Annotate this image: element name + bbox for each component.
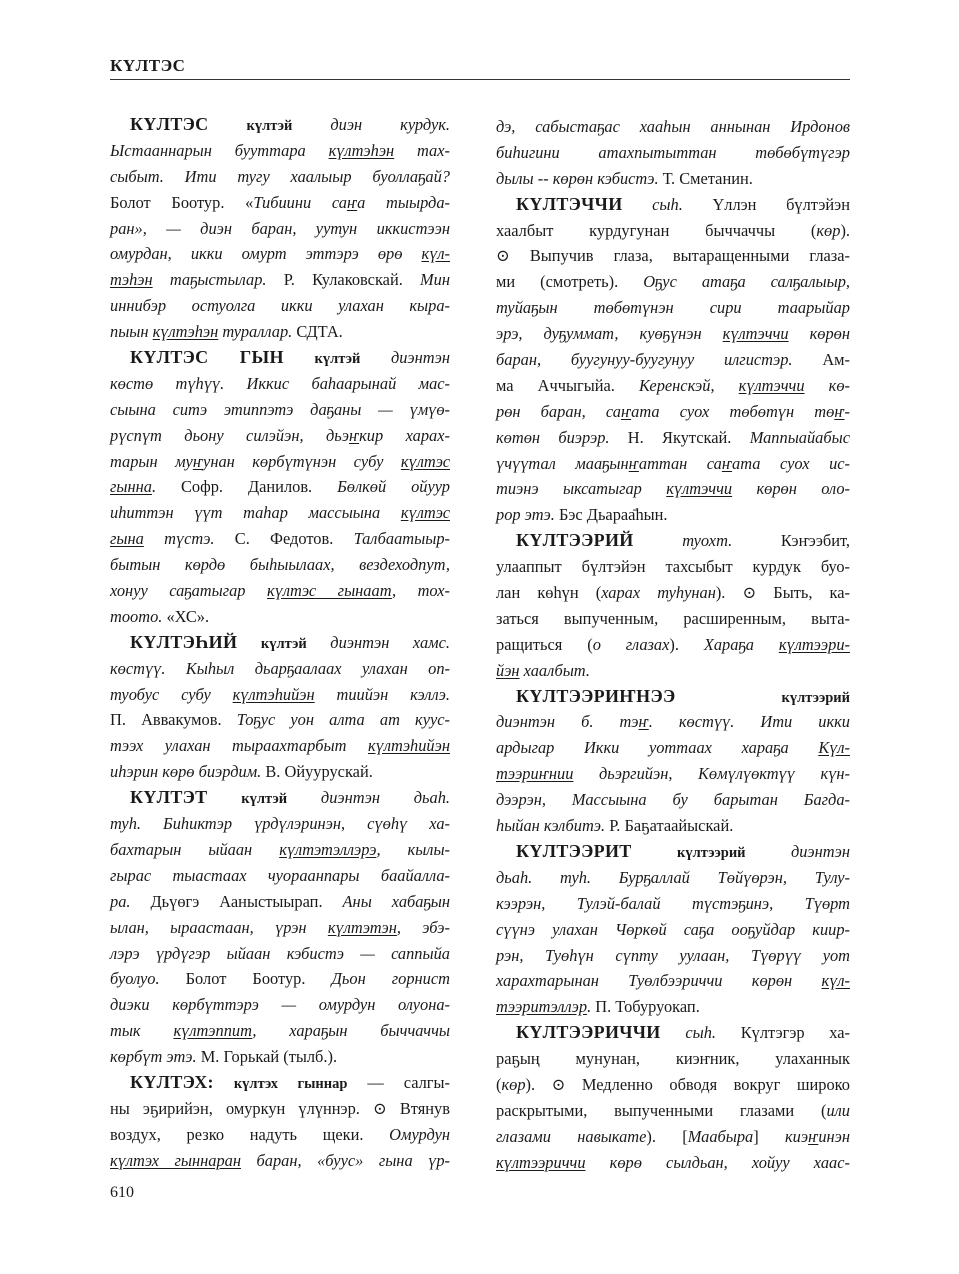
text-line: гынна. Софр. Данилов. Бөлкөй ойуур: [110, 477, 451, 497]
header-rule: [110, 79, 850, 80]
text-line: көтөн биэрэр. Н. Якутскай. Маппыайабыс: [496, 427, 850, 447]
text-line: КҮЛТЭХ: күлтэх гыннар — салгы-: [130, 1071, 450, 1092]
text-line: лэрэ үрдүгэр ыйаан кэбистэ — саппыйа: [110, 943, 450, 963]
text-line: диэки көрбүттэрэ — омурдун олуона-: [110, 995, 450, 1015]
text-line: рор этэ. Бэс Дьараа̄һын.: [496, 505, 668, 525]
text-line: ылан, ыраастаан, үрэн күлтэтэн, эбэ-: [110, 917, 450, 937]
text-line: һыйан кэлбитэ. Р. Баҕатаайыскай.: [496, 816, 734, 836]
text-line: рэн, Туөһүн сүпту уулаан, Түөрүү уот: [496, 945, 850, 965]
text-line: дэ, сабыстаҕас хааһын аннынан Ирдонов: [496, 117, 850, 136]
text-line: заться выпученным, расширенным, выта-: [496, 608, 850, 628]
text-line: эрэ, дуҕуммат, куөҕүнэн күлтэччи көрөн: [496, 324, 851, 344]
text-line: гына түстэ. С. Федотов. Талбаатыыр-: [110, 529, 450, 549]
text-line: КҮЛТЭТ күлтэй диэнтэн дьаһ.: [130, 787, 450, 808]
text-line: кээрэн, Тулэй-балай түстэҕинэ, Түөрт: [496, 893, 850, 913]
text-line: лан көһүн (харах туһунан). ⊙ Быть, ка-: [496, 583, 850, 603]
text-line: КҮЛТЭЧЧИ сыһ. Үллэн бүлтэйэн: [516, 193, 850, 214]
text-line: рөн баран, саҥата суох төбөтүн төҥ-: [496, 401, 850, 421]
text-line: иһиттэн үүт таһар массыына күлтэс: [110, 503, 450, 523]
text-line: тээриҥнии дьэргийэн, Көмүлүөктүү күн-: [496, 764, 850, 784]
text-line: КҮЛТЭҺИЙ күлтэй диэнтэн хамс.: [130, 631, 450, 652]
text-line: дылы -- көрөн кэбистэ. Т. Сметанин.: [496, 168, 753, 188]
text-line: КҮЛТЭЭРИЧЧИ сыһ. Күлтэгэр ха-: [516, 1022, 850, 1043]
text-line: раскрытыми, выпученными глазами (или: [496, 1100, 850, 1120]
text-line: ран», — диэн баран, уутун иккистээн: [110, 218, 450, 238]
running-head: КҮЛТЭС: [110, 56, 186, 75]
text-line: тарын муҥунан көрбүтүнэн субу күлтэс: [110, 451, 450, 471]
right-column: [496, 114, 850, 1176]
text-line: ма Аччыгыйа. Керенскэй, күлтэччи кө-: [496, 375, 850, 395]
text-line: ⊙ Выпучив глаза, вытаращенными глаза-: [496, 246, 850, 266]
text-line: Ыстааннарын бууттара күлтэһэн тах-: [110, 140, 450, 160]
text-line: тоото. «ХС».: [110, 606, 210, 626]
text-line: туобус субу күлтэһийэн тиийэн кэллэ.: [110, 684, 450, 704]
text-line: йэн хаалбыт.: [496, 660, 590, 680]
text-line: раҕың мунунан, киэҥник, улаханнык: [496, 1049, 850, 1069]
text-line: көрбүт этэ. М. Горькай (тылб.).: [110, 1047, 338, 1067]
text-line: үчүүтал мааҕынҥаттан саҥата суох ис-: [496, 453, 851, 473]
text-line: гырас тыастаах чуораанпары баайалла-: [110, 865, 450, 885]
text-line: дээрэн, Массыына бу барытан Багда-: [496, 790, 850, 810]
text-line: П. Аввакумов. Тоҕус уон алта ат кууc-: [110, 710, 450, 730]
text-line: күлтээриччи көрө сылдьан, хойуу хаас-: [496, 1152, 850, 1172]
text-line: сыына ситэ этиппэтэ даҕаны — үмүө-: [110, 399, 450, 419]
text-line: тиэнэ ыксатыгар күлтэччи көрөн оло-: [496, 479, 850, 499]
left-column: [110, 112, 450, 1174]
text-line: ардыгар Икки уоттаах хараҕа Күл-: [496, 738, 850, 758]
text-line: көстө түһүү. Иккис баһаарынай мас-: [110, 373, 450, 393]
text-line: сыбыт. Ити тугу хаалыыр буоллаҕай?: [110, 166, 450, 186]
text-line: ра. Дьүөгэ Ааныстыырап. Аны хабаҕын: [110, 891, 450, 911]
text-line: бахтарын ыйаан күлтэтэллэрэ, кылы-: [110, 839, 451, 859]
text-line: тээритэллэр. П. Тобуруокап.: [496, 997, 700, 1017]
text-line: иһэрин көрө биэрдим. В. Ойуурускай.: [110, 762, 373, 782]
text-line: Болот Боотур. «Тибиини саҥа тыырда-: [110, 192, 450, 212]
text-line: улааппыт бүлтэйэн тахсыбыт курдук буо-: [496, 557, 850, 577]
text-line: туйаҕын төбөтүнэн сири таарыйар: [496, 298, 850, 318]
text-line: харахтарынан Туөлбээриччи көрөн күл-: [496, 971, 850, 991]
text-line: КҮЛТЭС күлтэй диэн курдук.: [130, 114, 450, 134]
text-line: дьаһ. туһ. Бурҕаллай Төйүөрэн, Тулу-: [496, 867, 850, 887]
text-line: хаалбыт курдугунан быччаччы (көр).: [496, 220, 850, 240]
text-line: сүүнэ улахан Чөркөй саҕа ооҕуйдар киир-: [496, 919, 850, 939]
text-line: туһ. Биһиктэр үрдүлэринэн, сүөһү ха-: [110, 814, 450, 834]
text-line: омурдан, икки омурт эттэрэ өрө күл-: [110, 244, 450, 264]
text-line: хонуу саҕатыгар күлтэс гынаат, тох-: [110, 581, 451, 601]
text-line: бытын көрдө быһыылаах, вездеходпут,: [110, 555, 450, 575]
text-line: биһигини атахпытыттан төбөбүтүгэр: [496, 142, 850, 162]
text-line: иннибэр остуолга икки улахан кыра-: [110, 296, 450, 316]
page-number: 610: [110, 1184, 134, 1201]
text-line: баран, буугунуу-буугунуу илгистэр. Ам-: [496, 350, 850, 370]
text-line: күлтэх гыннаран баран, «буус» гына үр-: [110, 1150, 450, 1170]
text-line: тэһэн таҕыстылар. Р. Кулаковскай. Мин: [110, 270, 450, 290]
text-line: КҮЛТЭЭРИҤНЭЭ күлтээрий: [516, 685, 850, 706]
text-line: (көр). ⊙ Медленно обводя вокруг широко: [496, 1074, 850, 1094]
text-line: тык күлтэппит, хараҕын быччаччы: [110, 1021, 451, 1041]
text-line: рүспүт дьону силэйэн, дьэҥкир харах-: [110, 425, 450, 445]
text-line: КҮЛТЭС ГЫН күлтэй диэнтэн: [130, 347, 450, 368]
text-line: КҮЛТЭЭРИТ күлтээрий диэнтэн: [516, 840, 850, 861]
text-line: КҮЛТЭЭРИЙ туохт. Кэҥээбит,: [516, 530, 850, 551]
text-line: диэнтэн б. тэҥ. көстүү. Ити икки: [496, 712, 851, 732]
text-line: ращиться (о глазах). Хараҕа күлтээри-: [496, 634, 850, 654]
text-line: пыын күлтэһэн тураллар. СДТА.: [110, 322, 343, 342]
text-line: воздух, резко надуть щеки. Омурдун: [110, 1124, 450, 1144]
text-line: көстүү. Кыһыл дьарҕаалаах улахан оп-: [110, 658, 450, 678]
text-line: тээх улахан тыраахтарбыт күлтэһийэн: [110, 736, 450, 756]
text-line: ны эҕирийэн, омуркун үлүннэр. ⊙ Втянув: [110, 1098, 450, 1118]
text-line: ми (смотреть). Оҕус атаҕа салҕалыыр,: [496, 272, 850, 292]
text-line: буолуо. Болот Боотур. Дьон горнист: [110, 969, 450, 989]
text-line: глазами навыкате). [Маабыра] киэҥинэн: [496, 1126, 850, 1146]
